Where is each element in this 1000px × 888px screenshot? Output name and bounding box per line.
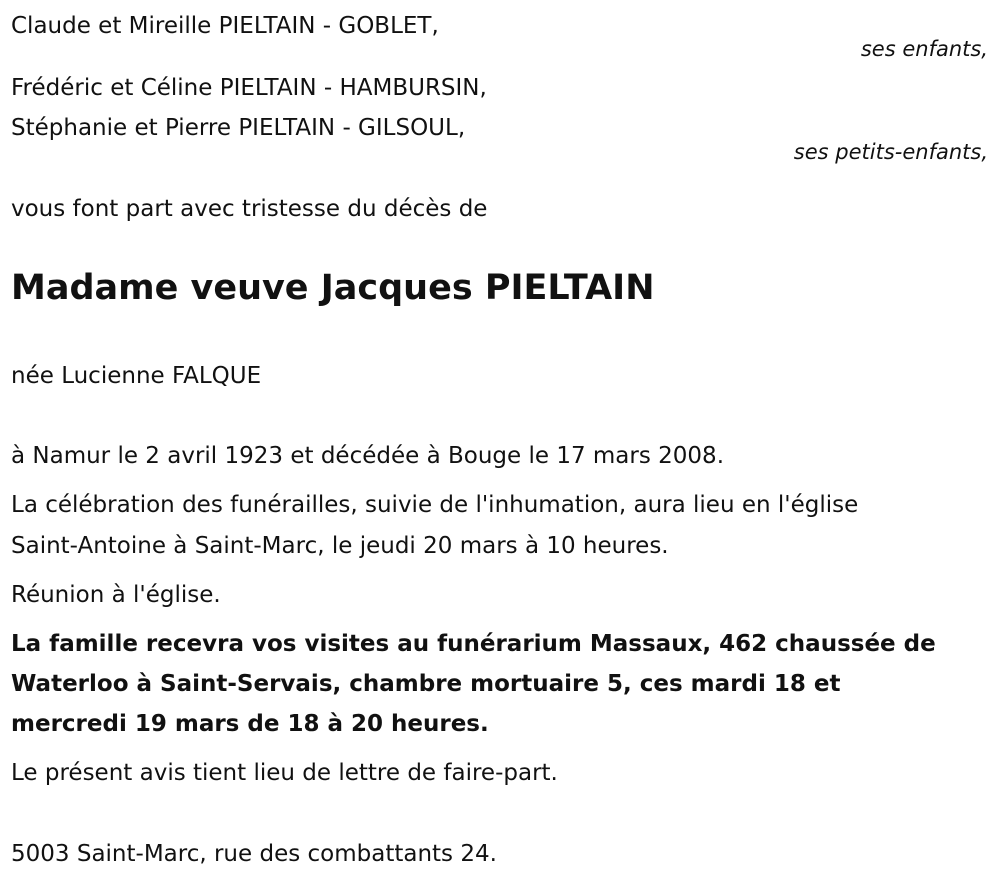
address-text: 5003 Saint-Marc, rue des combattants 24.: [11, 841, 497, 867]
grandchildren-label: ses petits-enfants,: [793, 140, 988, 164]
visits-line-1: La famille recevra vos visites au funérarium Massaux, 462 chaussée de: [11, 631, 936, 657]
announcement-text: vous font part avec tristesse du décès de: [11, 196, 488, 222]
ceremony-line-2: Saint-Antoine à Saint-Marc, le jeudi 20 mars à 10 heures.: [11, 533, 669, 559]
grandchildren-names-2: Stéphanie et Pierre PIELTAIN - GILSOUL,: [11, 115, 466, 141]
deceased-name: Madame veuve Jacques PIELTAIN: [11, 268, 655, 308]
ceremony-line-1: La célébration des funérailles, suivie de l'inhumation, aura lieu en l'église: [11, 492, 859, 518]
visits-line-3: mercredi 19 mars de 18 à 20 heures.: [11, 711, 489, 737]
maiden-name: née Lucienne FALQUE: [11, 363, 262, 389]
birth-death-dates: à Namur le 2 avril 1923 et décédée à Bouge le 17 mars 2008.: [11, 443, 724, 469]
meeting-text: Réunion à l'église.: [11, 582, 221, 608]
children-names: Claude et Mireille PIELTAIN - GOBLET,: [11, 13, 439, 39]
grandchildren-names-1: Frédéric et Céline PIELTAIN - HAMBURSIN,: [11, 75, 487, 101]
visits-line-2: Waterloo à Saint-Servais, chambre mortuaire 5, ces mardi 18 et: [11, 671, 841, 697]
children-label: ses enfants,: [860, 37, 988, 61]
notice-text: Le présent avis tient lieu de lettre de faire-part.: [11, 760, 558, 786]
